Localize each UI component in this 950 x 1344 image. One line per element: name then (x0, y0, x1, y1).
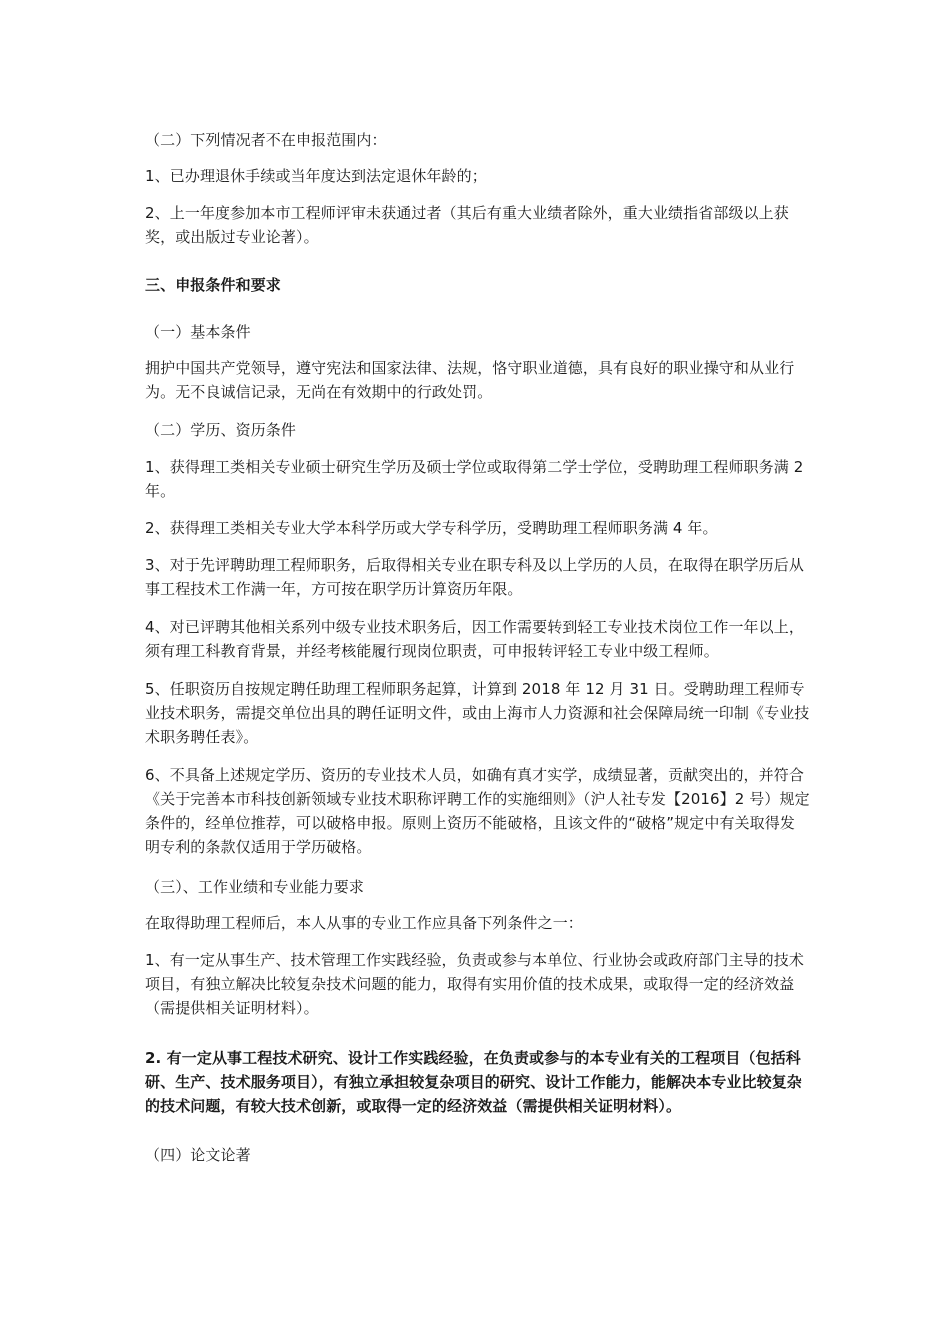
paragraph-performance-heading: （三）、工作业绩和专业能力要求 (145, 878, 365, 896)
paragraph-exclusion-1: 1、已办理退休手续或当年度达到法定退休年龄的； (145, 167, 487, 185)
paragraph-education-4: 4、对已评聘其他相关系列中级专业技术职务后，因工作需要转到轻工专业技术岗位工作一年以上，须有理工科教育背景，并经考核能履行现岗位职责，可申报转评轻工专业中级工程师。 (145, 618, 804, 660)
paragraph-papers-heading: （四）论文论著 (145, 1146, 251, 1164)
paragraph-basic-heading: （一）基本条件 (145, 323, 251, 341)
paragraph-performance-1: 1、有一定从事生产、技术管理工作实践经验，负责或参与本单位、行业协会或政府部门主导的技术项目，有独立解决比较复杂技术问题的能力，取得有实用价值的技术成果，或取得一定的经济效益（需提供相关证明材料）。 (145, 951, 804, 1017)
paragraph-exclusion-2: 2、上一年度参加本市工程师评审未获通过者（其后有重大业绩者除外，重大业绩指省部级以上获奖，或出版过专业论著）。 (145, 204, 789, 246)
paragraph-exclusion-heading: （二）下列情况者不在申报范围内： (145, 131, 387, 149)
paragraph-education-5: 5、任职资历自按规定聘任助理工程师职务起算，计算到 2018 年 12 月 31 日。受聘助理工程师专业技术职务，需提交单位出具的聘任证明文件，或由上海市人力资源和社会保障局统一印制《专业技术职务聘任表》。 (145, 680, 810, 746)
paragraph-education-6: 6、不具备上述规定学历、资历的专业技术人员，如确有真才实学，成绩显著，贡献突出的，并符合《关于完善本市科技创新领域专业技术职称评聘工作的实施细则》（沪人社专发【2016】2 号）规定条件的，经单位推荐，可以破格申报。原则上资历不能破格，且该文件的“破格”规定中有关取得发明专利的条款仅适用于学历破格。 (145, 766, 810, 856)
paragraph-education-heading: （二）学历、资历条件 (145, 421, 297, 439)
paragraph-basic-text: 拥护中国共产党领导，遵守宪法和国家法律、法规，恪守职业道德，具有良好的职业操守和从业行为。无不良诚信记录，无尚在有效期中的行政处罚。 (145, 359, 795, 401)
paragraph-education-2: 2、获得理工类相关专业大学本科学历或大学专科学历，受聘助理工程师职务满 4 年。 (145, 519, 718, 537)
section-heading-3: 三、申报条件和要求 (145, 276, 281, 294)
paragraph-performance-intro: 在取得助理工程师后，本人从事的专业工作应具备下列条件之一： (145, 914, 583, 932)
paragraph-education-1: 1、获得理工类相关专业硕士研究生学历及硕士学位或取得第二学士学位，受聘助理工程师职务满 2 年。 (145, 458, 804, 500)
paragraph-education-3: 3、对于先评聘助理工程师职务，后取得相关专业在职专科及以上学历的人员，在取得在职学历后从事工程技术工作满一年，方可按在职学历计算资历年限。 (145, 556, 804, 598)
paragraph-performance-2: 2. 有一定从事工程技术研究、设计工作实践经验，在负责或参与的本专业有关的工程项目（包括科研、生产、技术服务项目），有独立承担较复杂项目的研究、设计工作能力，能解决本专业比较复杂的技术问题，有较大技术创新，或取得一定的经济效益（需提供相关证明材料）。 (145, 1049, 802, 1115)
